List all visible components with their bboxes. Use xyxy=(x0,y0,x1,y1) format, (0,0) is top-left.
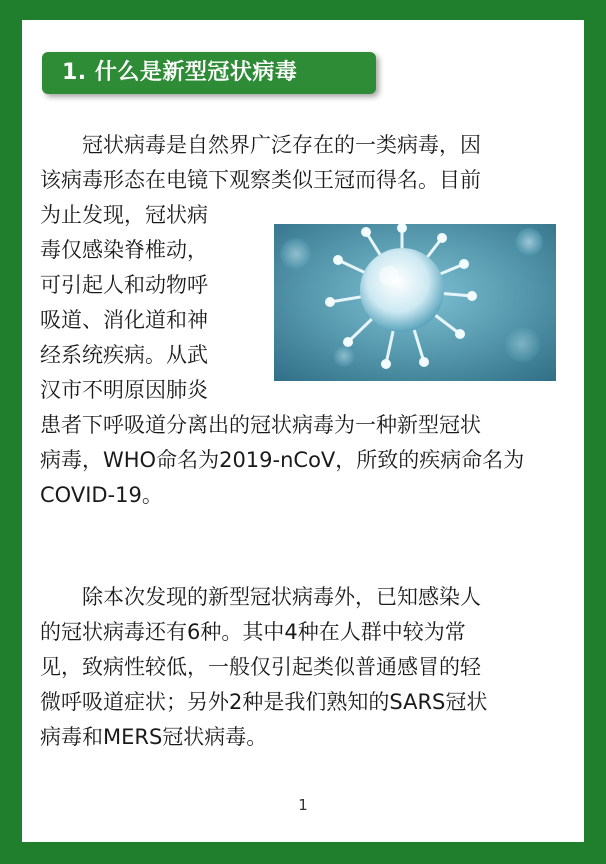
paragraph-line: 为止发现，冠状病 xyxy=(40,203,208,227)
page xyxy=(22,20,584,842)
paragraph-line: 该病毒形态在电镜下观察类似王冠而得名。目前 xyxy=(40,168,481,192)
paragraph-line: 吸道、消化道和神 xyxy=(40,308,208,332)
coronavirus-illustration-icon xyxy=(274,224,556,381)
section-title: 1. 什么是新型冠状病毒 xyxy=(62,60,298,85)
paragraph-line: 毒仅感染脊椎动， xyxy=(40,238,208,262)
paragraph-line: 病毒，WHO命名为2019-nCoV，所致的疾病命名为 xyxy=(40,448,525,472)
section-title-banner xyxy=(42,52,376,94)
page-number: 1 xyxy=(298,796,308,814)
paragraph-line: COVID-19。 xyxy=(40,483,163,507)
paragraph-line: 经系统疾病。从武 xyxy=(40,343,208,367)
paragraph-line: 冠状病毒是自然界广泛存在的一类病毒，因 xyxy=(82,133,481,157)
paragraph-line: 见，致病性较低，一般仅引起类似普通感冒的轻 xyxy=(40,655,481,679)
paragraph-2 xyxy=(40,580,487,755)
paragraph-line: 可引起人和动物呼 xyxy=(40,273,208,297)
paragraph-line: 汉市不明原因肺炎 xyxy=(40,378,208,402)
paragraph-line: 患者下呼吸道分离出的冠状病毒为一种新型冠状 xyxy=(40,413,481,437)
paragraph-line: 病毒和MERS冠状病毒。 xyxy=(40,725,268,749)
paragraph-line: 微呼吸道症状；另外2种是我们熟知的SARS冠状 xyxy=(40,690,488,714)
paragraph-line: 除本次发现的新型冠状病毒外，已知感染人 xyxy=(82,585,481,609)
paragraph-line: 的冠状病毒还有6种。其中4种在人群中较为常 xyxy=(40,620,466,644)
